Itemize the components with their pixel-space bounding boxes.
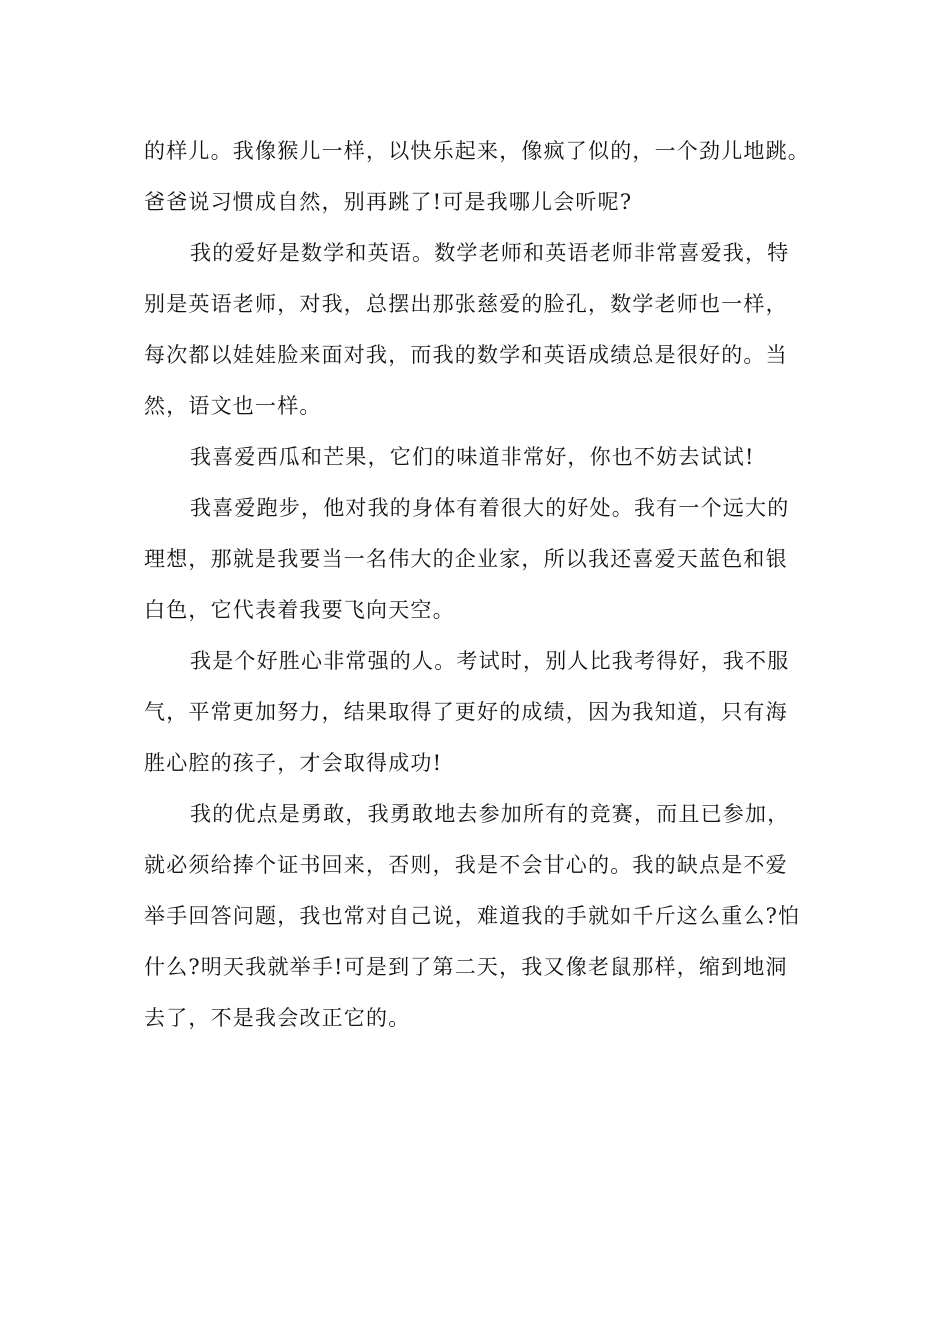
text-line: 去了，不是我会改正它的。 — [144, 1006, 411, 1030]
text-line: 的样儿。我像猴儿一样，以快乐起来，像疯了似的，一个劲儿地跳。 — [144, 139, 810, 163]
text-line: 我喜爱西瓜和芒果，它们的味道非常好，你也不妨去试试! — [190, 445, 755, 469]
text-line: 我的爱好是数学和英语。数学老师和英语老师非常喜爱我，特 — [190, 241, 790, 265]
text-line: 每次都以娃娃脸来面对我，而我的数学和英语成绩总是很好的。当 — [144, 343, 788, 367]
text-line: 然，语文也一样。 — [144, 394, 322, 418]
paragraph-6 — [144, 789, 809, 1044]
text-line: 我是个好胜心非常强的人。考试时，别人比我考得好，我不服 — [190, 649, 790, 673]
text-line: 气，平常更加努力，结果取得了更好的成绩，因为我知道，只有海 — [144, 700, 788, 724]
text-line: 胜心腔的孩子，才会取得成功! — [144, 751, 443, 775]
text-line: 理想，那就是我要当一名伟大的企业家，所以我还喜爱天蓝色和银 — [144, 547, 788, 571]
text-line: 白色，它代表着我要飞向天空。 — [144, 598, 455, 622]
text-line: 什么?明天我就举手!可是到了第二天，我又像老鼠那样，缩到地洞 — [144, 955, 788, 979]
paragraph-2 — [144, 228, 809, 432]
paragraph-1 — [144, 126, 809, 228]
text-line: 我喜爱跑步，他对我的身体有着很大的好处。我有一个远大的 — [190, 496, 790, 520]
text-line: 就必须给捧个证书回来，否则，我是不会甘心的。我的缺点是不爱 — [144, 853, 788, 877]
paragraph-4 — [144, 483, 809, 636]
document-body — [144, 126, 809, 1044]
text-line: 举手回答问题，我也常对自己说，难道我的手就如千斤这么重么?怕 — [144, 904, 801, 928]
paragraph-3 — [144, 432, 809, 483]
text-line: 我的优点是勇敢，我勇敢地去参加所有的竞赛，而且已参加， — [190, 802, 790, 826]
paragraph-5 — [144, 636, 809, 789]
text-line: 别是英语老师，对我，总摆出那张慈爱的脸孔，数学老师也一样， — [144, 292, 788, 316]
text-line: 爸爸说习惯成自然，别再跳了!可是我哪儿会听呢? — [144, 190, 633, 214]
